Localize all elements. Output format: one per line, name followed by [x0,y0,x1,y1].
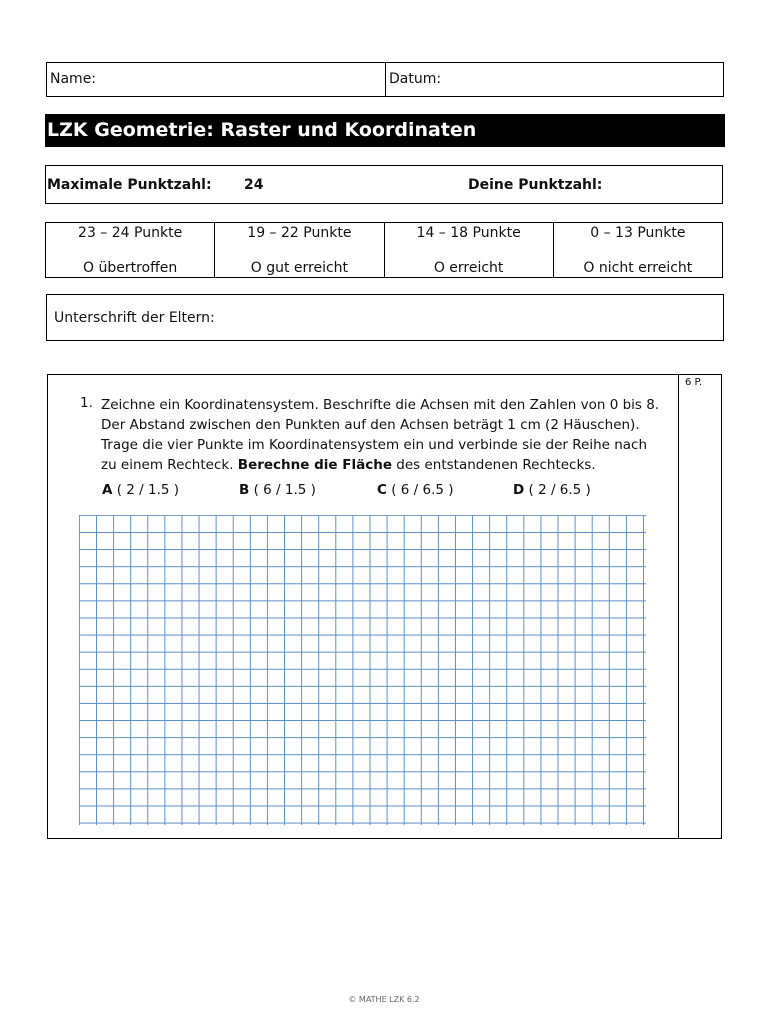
task-number: 1. [80,395,93,411]
rating-achievement: O übertroffen [83,260,178,276]
task-line-4-start: zu einem Rechteck. [101,457,238,473]
point-coords: ( 2 / 6.5 ) [524,482,591,498]
task-line: Zeichne ein Koordinatensystem. Beschrifte die Achsen mit den Zahlen von 0 bis 8. [101,397,660,413]
name-label: Name: [50,71,97,87]
rating-cell [553,223,722,278]
task-points: 6 P. [685,377,703,388]
signature-label: Unterschrift der Eltern: [54,310,215,326]
rating-achievement: O erreicht [433,260,504,276]
point-a [102,482,179,498]
points-column [678,375,679,838]
point-d [513,482,591,498]
rating-cell [46,223,215,278]
point-coords: ( 6 / 6.5 ) [386,482,454,498]
coordinate-grid [79,515,646,825]
signature-box [46,294,724,341]
task-line-4 [101,455,661,475]
rating-cell [384,223,553,278]
score-box [45,165,723,204]
point-label: C [377,482,387,498]
rating-range: 0 – 13 Punkte [590,225,686,241]
your-score-label: Deine Punktzahl: [468,177,603,193]
max-score-label: Maximale Punktzahl: [47,177,212,193]
date-label: Datum: [389,71,442,87]
task-line: Trage die vier Punkte im Koordinatensystem ein und verbinde sie der Reihe nach [101,437,648,453]
task-instructions [101,395,661,475]
rating-achievement: O nicht erreicht [583,260,693,276]
rating-range: 14 – 18 Punkte [416,225,521,241]
point-label: A [102,482,113,498]
max-score-value: 24 [244,177,264,193]
rating-achievement: O gut erreicht [250,260,349,276]
page-title: LZK Geometrie: Raster und Koordinaten [45,114,725,147]
point-b [239,482,316,498]
rating-row [46,223,723,278]
point-coords: ( 2 / 1.5 ) [112,482,180,498]
point-c [377,482,454,498]
point-coords: ( 6 / 1.5 ) [249,482,316,498]
task-line: Der Abstand zwischen den Punkten auf den Achsen beträgt 1 cm (2 Häuschen). [101,417,640,433]
name-date-divider [385,63,386,96]
task-line-4-end: des entstandenen Rechtecks. [392,457,596,473]
rating-range: 19 – 22 Punkte [247,225,352,241]
rating-cell [215,223,384,278]
rating-range: 23 – 24 Punkte [78,225,183,241]
rating-table [45,222,723,278]
footer-copyright: © MATHE LZK 6.2 [348,995,420,1004]
task-emphasis: Berechne die Fläche [237,457,392,473]
name-date-box [46,62,724,97]
point-label: D [513,482,525,498]
point-label: B [239,482,250,498]
